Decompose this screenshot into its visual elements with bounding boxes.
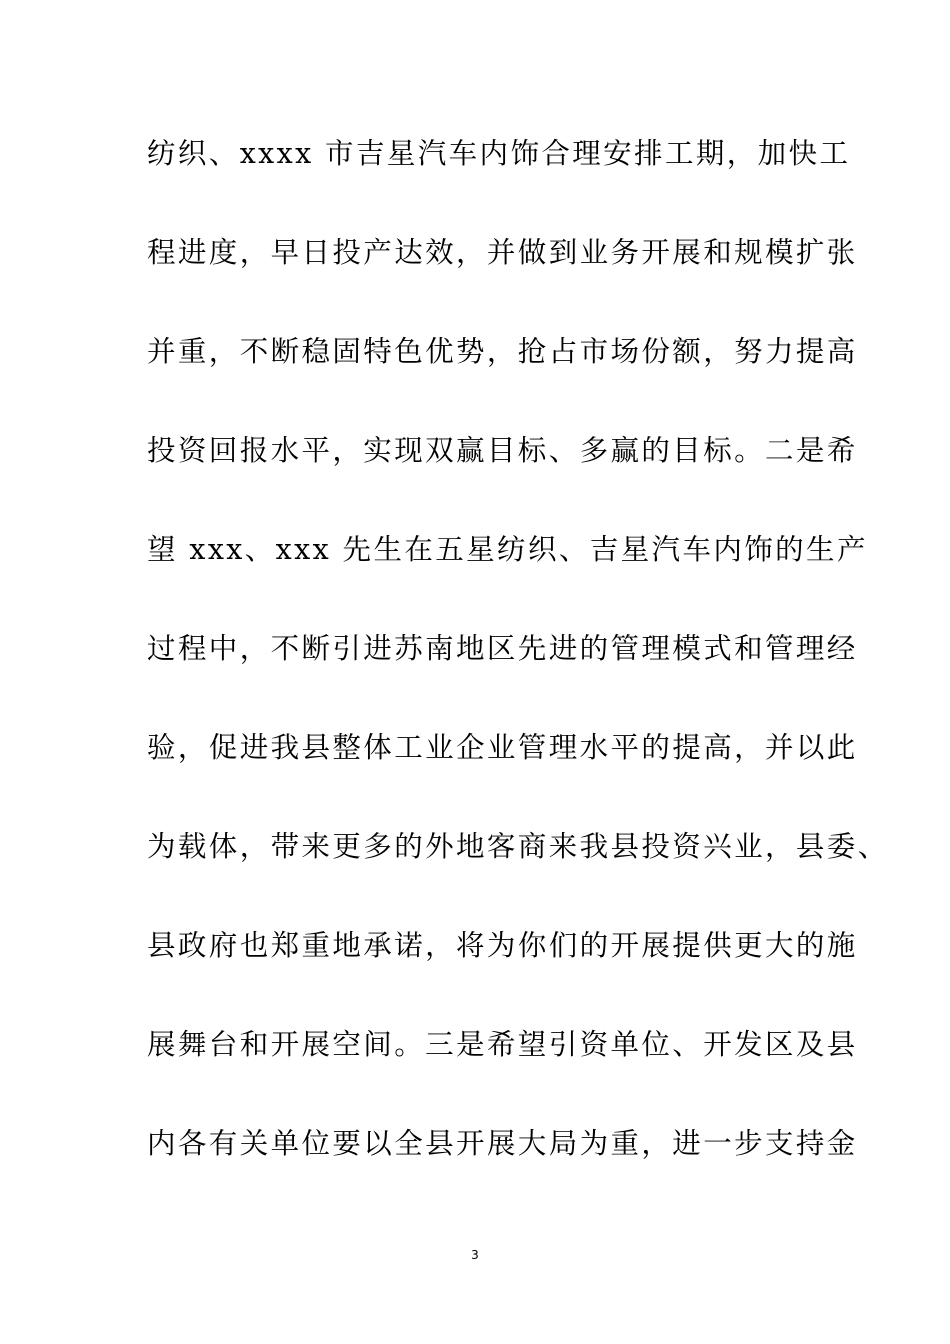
text-line: 为载体，带来更多的外地客商来我县投资兴业，县委、: [147, 830, 889, 863]
text-line: 投资回报水平，实现双赢目标、多赢的目标。二是希: [147, 434, 858, 467]
text-line: 纺织、xxxx 市吉星汽车内饰合理安排工期，加快工: [147, 137, 851, 170]
text-line: 展舞台和开展空间。三是希望引资单位、开发区及县: [147, 1028, 858, 1061]
text-line: 验，促进我县整体工业企业管理水平的提高，并以此: [147, 731, 858, 764]
text-line: 过程中，不断引进苏南地区先进的管理模式和管理经: [147, 632, 858, 665]
text-line: 内各有关单位要以全县开展大局为重，进一步支持金: [147, 1127, 858, 1160]
body-text: [147, 128, 889, 1217]
text-line: 望 xxx、xxx 先生在五星纺织、吉星汽车内饰的生产: [147, 533, 868, 566]
text-line: 程进度，早日投产达效，并做到业务开展和规模扩张: [147, 236, 858, 269]
text-line: 县政府也郑重地承诺，将为你们的开展提供更大的施: [147, 929, 858, 962]
text-line: 并重，不断稳固特色优势，抢占市场份额，努力提高: [147, 335, 858, 368]
page-number: 3: [471, 1248, 479, 1262]
